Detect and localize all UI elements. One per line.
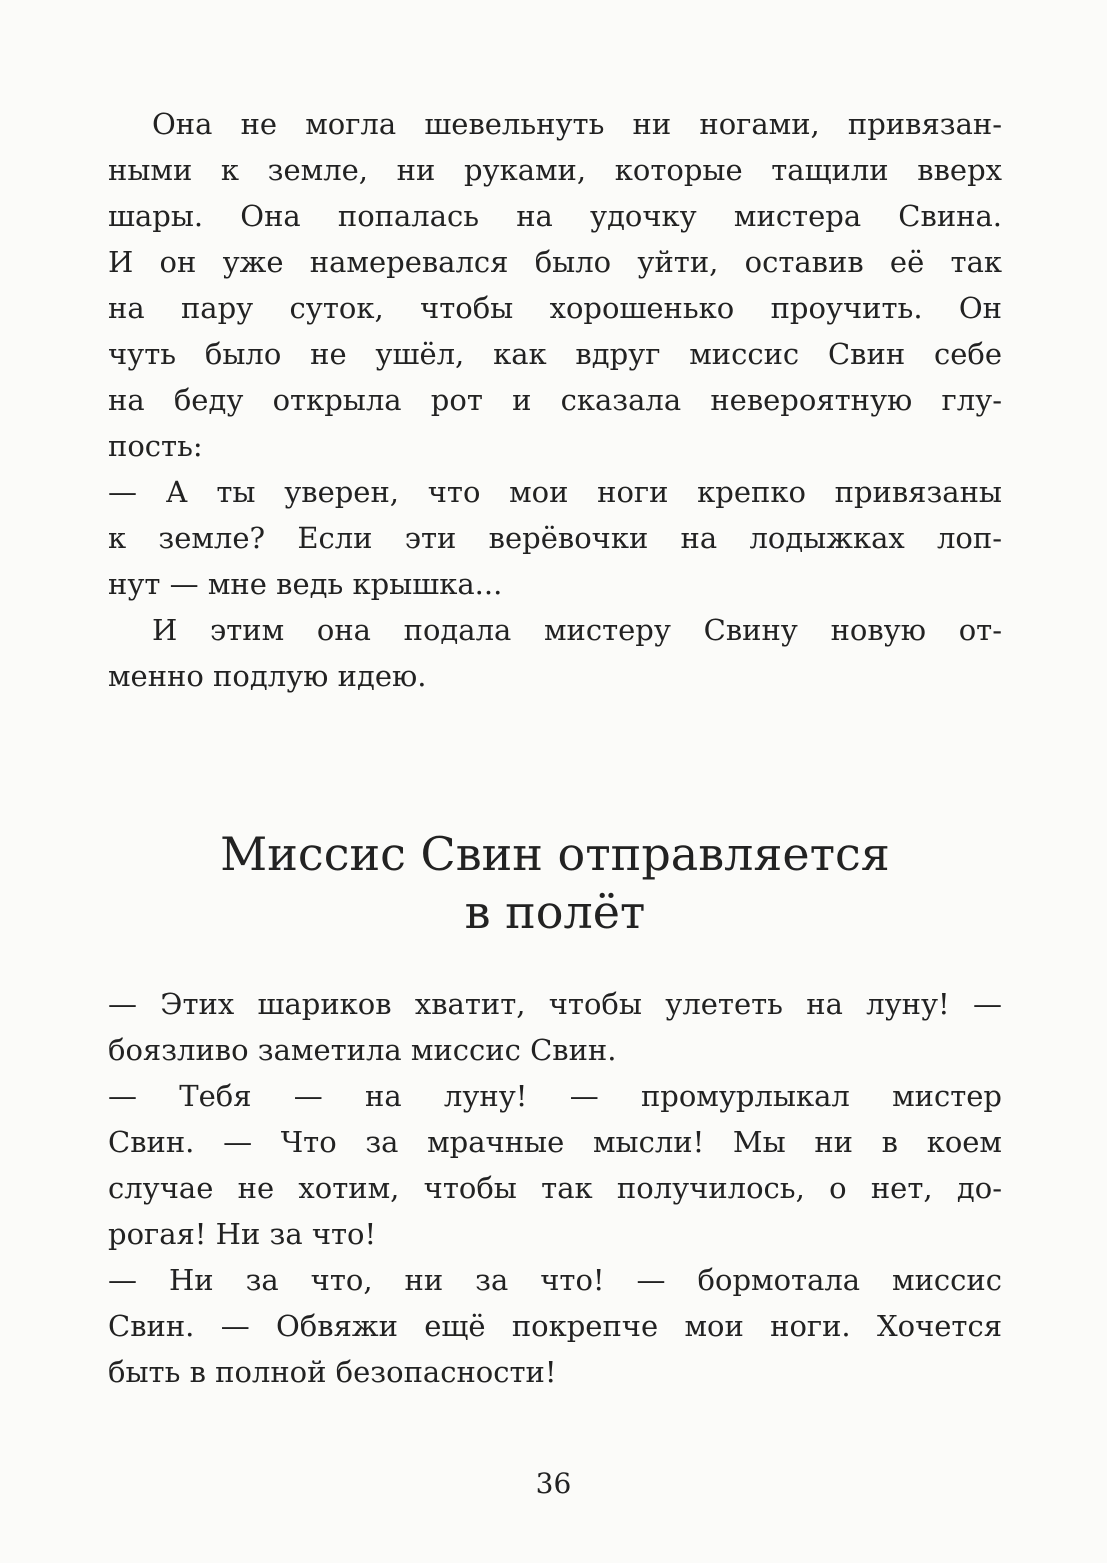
page-number: 36 (535, 1467, 572, 1500)
paragraph-6-line-2: Свин. — Обвяжи ещё покрепче мои ноги. Хочется (108, 1309, 1002, 1343)
paragraph-3-line-2: менно подлую идею. (108, 659, 427, 693)
paragraph-1-line-1: Она не могла шевельнуть ни ногами, привязан- (152, 107, 1002, 141)
paragraph-5-line-1: — Тебя — на луну! — промурлыкал мистер (108, 1079, 1002, 1113)
paragraph-1-line-6: чуть было не ушёл, как вдруг миссис Свин себе (108, 337, 1002, 371)
paragraph-2-line-1: — А ты уверен, что мои ноги крепко привязаны (108, 475, 1002, 509)
paragraph-6-line-1: — Ни за что, ни за что! — бормотала миссис (108, 1263, 1002, 1297)
paragraph-6-line-3: быть в полной безопасности! (108, 1355, 557, 1389)
paragraph-5-line-3: случае не хотим, чтобы так получилось, о нет, до- (108, 1171, 1002, 1205)
paragraph-1-line-2: ными к земле, ни руками, которые тащили вверх (108, 153, 1002, 187)
paragraph-2-line-2: к земле? Если эти верёвочки на лодыжках лоп- (108, 521, 1002, 555)
paragraph-1-line-3: шары. Она попалась на удочку мистера Свина. (108, 199, 1002, 233)
chapter-heading-line-2: в полёт (464, 885, 646, 939)
paragraph-5-line-2: Свин. — Что за мрачные мысли! Мы ни в коем (108, 1125, 1002, 1159)
paragraph-1-line-7: на беду открыла рот и сказала невероятную глу- (108, 383, 1002, 417)
paragraph-4-line-1: — Этих шариков хватит, чтобы улететь на луну! — (108, 987, 1002, 1021)
paragraph-2-line-3: нут — мне ведь крышка... (108, 567, 503, 601)
paragraph-1-line-5: на пару суток, чтобы хорошенько проучить. Он (108, 291, 1002, 325)
paragraph-5-line-4: рогая! Ни за что! (108, 1217, 377, 1251)
paragraph-1-line-8: пость: (108, 429, 203, 463)
chapter-heading-line-1: Миссис Свин отправляется (220, 827, 890, 881)
paragraph-1-line-4: И он уже намеревался было уйти, оставив её так (108, 245, 1002, 279)
paragraph-4-line-2: боязливо заметила миссис Свин. (108, 1033, 617, 1067)
paragraph-3-line-1: И этим она подала мистеру Свину новую от- (152, 613, 1002, 647)
